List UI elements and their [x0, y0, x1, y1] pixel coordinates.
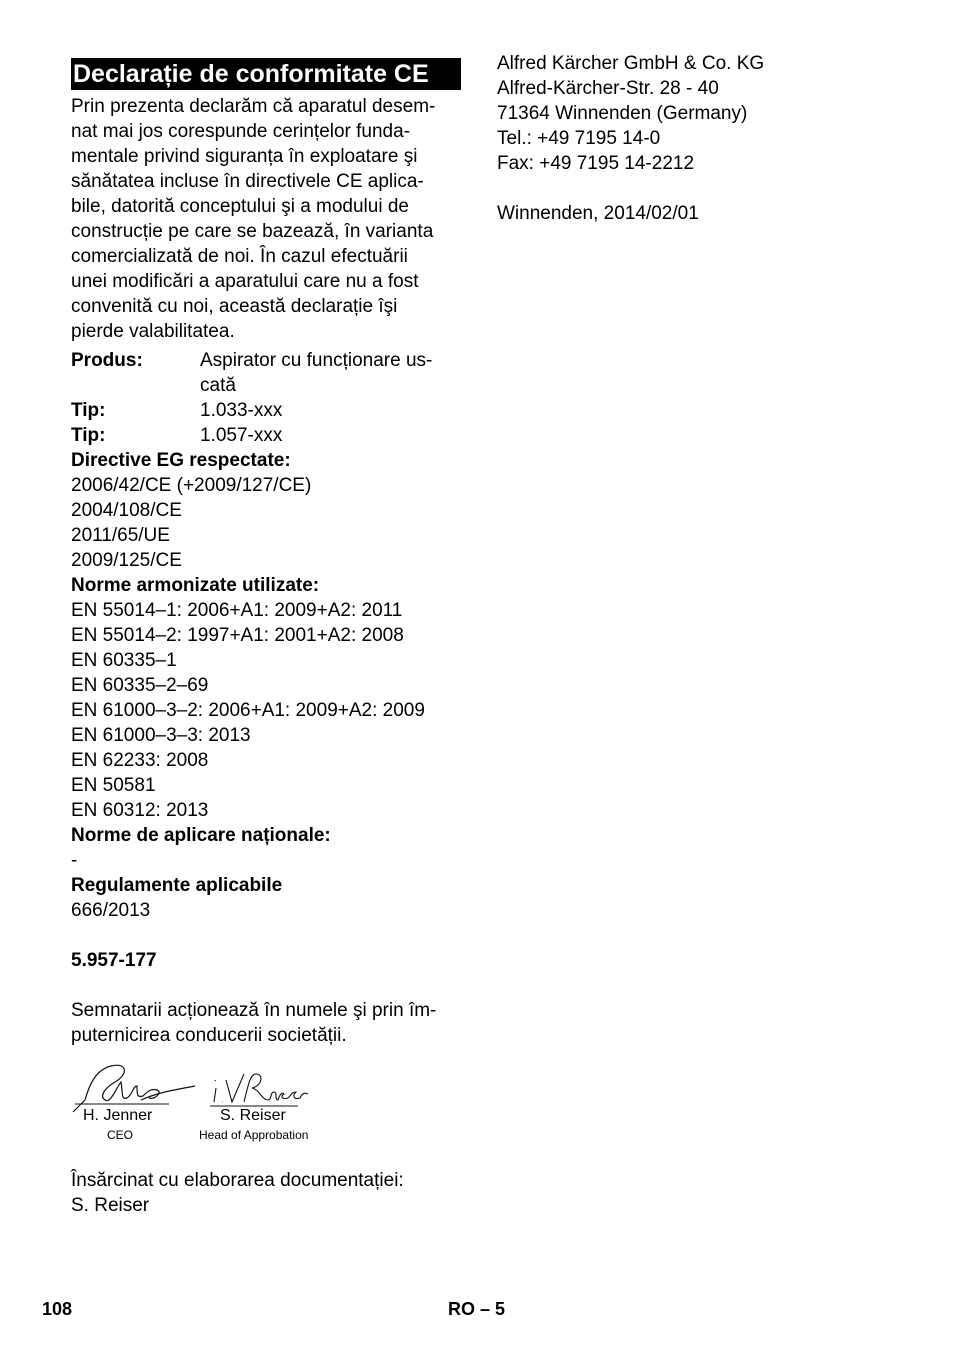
product-value-line: Aspirator cu funcționare us-	[200, 350, 433, 371]
directives-block	[71, 448, 461, 573]
company-line: Tel.: +49 7195 14-0	[497, 128, 661, 149]
signature-title-jenner: CEO	[107, 1128, 134, 1142]
product-value-line: cată	[200, 375, 236, 396]
product-row	[71, 348, 461, 398]
harmonized-title: Norme armonizate utilizate:	[71, 575, 320, 596]
intro-line: pierde valabilitatea.	[71, 321, 235, 342]
place-date: Winnenden, 2014/02/01	[497, 203, 699, 224]
signature-name-jenner: H. Jenner	[83, 1107, 153, 1124]
signature-reiser-icon	[210, 1066, 310, 1111]
page-number: 108	[42, 1299, 73, 1319]
documentation-label: Însărcinat cu elaborarea documentației:	[71, 1170, 404, 1191]
section-label: RO – 5	[448, 1299, 506, 1319]
national-title: Norme de aplicare naționale:	[71, 825, 331, 846]
company-line: Fax: +49 7195 14-2212	[497, 153, 695, 174]
signatures-area	[71, 1056, 461, 1168]
company-address	[497, 51, 917, 176]
signature-title-reiser: Head of Approbation	[199, 1128, 309, 1142]
signatories-line: puternicirea conducerii societății.	[71, 1025, 347, 1046]
type-label: Tip:	[71, 425, 106, 446]
signatories-line: Semnatarii acționează în numele şi prin îm-	[71, 1000, 437, 1021]
left-column	[71, 58, 461, 1218]
standard-item: EN 60312: 2013	[71, 800, 209, 821]
right-column	[497, 51, 917, 226]
directive-item: 2009/125/CE	[71, 550, 182, 571]
harmonized-block	[71, 573, 461, 823]
directive-item: 2004/108/CE	[71, 500, 182, 521]
company-line: 71364 Winnenden (Germany)	[497, 103, 748, 124]
directive-item: 2006/42/CE (+2009/127/CE)	[71, 475, 312, 496]
signatories-paragraph	[71, 998, 461, 1048]
type-row	[71, 398, 461, 423]
directive-item: 2011/65/UE	[71, 525, 170, 546]
product-block	[71, 348, 461, 448]
intro-line: sănătatea incluse în directivele CE aplica-	[71, 171, 424, 192]
documentation-block	[71, 1168, 461, 1218]
product-value	[200, 348, 461, 398]
standard-item: EN 55014–2: 1997+A1: 2001+A2: 2008	[71, 625, 404, 646]
national-block	[71, 823, 461, 873]
standard-item: EN 60335–1	[71, 650, 177, 671]
standard-item: EN 61000–3–3: 2013	[71, 725, 251, 746]
standard-item: EN 50581	[71, 775, 156, 796]
company-line: Alfred Kärcher GmbH & Co. KG	[497, 53, 765, 74]
intro-line: Prin prezenta declarăm că aparatul desem-	[71, 96, 436, 117]
intro-line: nat mai jos corespunde cerințelor funda-	[71, 121, 411, 142]
intro-line: convenită cu noi, această declarație îşi	[71, 296, 398, 317]
intro-line: comercializată de noi. În cazul efectuării	[71, 246, 408, 267]
documentation-name: S. Reiser	[71, 1195, 150, 1216]
document-number: 5.957-177	[71, 950, 157, 971]
intro-paragraph	[71, 94, 461, 344]
regulations-title: Regulamente aplicabile	[71, 875, 283, 896]
intro-line: bile, datorită conceptului şi a modului de	[71, 196, 409, 217]
signature-name-reiser: S. Reiser	[220, 1107, 286, 1124]
company-line: Alfred-Kärcher-Str. 28 - 40	[497, 78, 719, 99]
standard-item: EN 61000–3–2: 2006+A1: 2009+A2: 2009	[71, 700, 425, 721]
standard-item: EN 60335–2–69	[71, 675, 209, 696]
intro-line: construcție pe care se bazează, în varianta	[71, 221, 434, 242]
directives-title: Directive EG respectate:	[71, 450, 291, 471]
type-value: 1.057-xxx	[200, 425, 283, 446]
regulations-value: 666/2013	[71, 900, 151, 921]
standard-item: EN 55014–1: 2006+A1: 2009+A2: 2011	[71, 600, 403, 621]
regulations-block	[71, 873, 461, 923]
intro-line: unei modificări a aparatului care nu a fost	[71, 271, 419, 292]
product-label: Produs:	[71, 350, 143, 371]
standard-item: EN 62233: 2008	[71, 750, 209, 771]
type-label: Tip:	[71, 400, 106, 421]
type-value: 1.033-xxx	[200, 400, 283, 421]
type-row	[71, 423, 461, 448]
national-value: -	[71, 850, 78, 871]
intro-line: mentale privind siguranța în exploatare şi	[71, 146, 418, 167]
page-title: Declarație de conformitate CE	[71, 58, 461, 90]
